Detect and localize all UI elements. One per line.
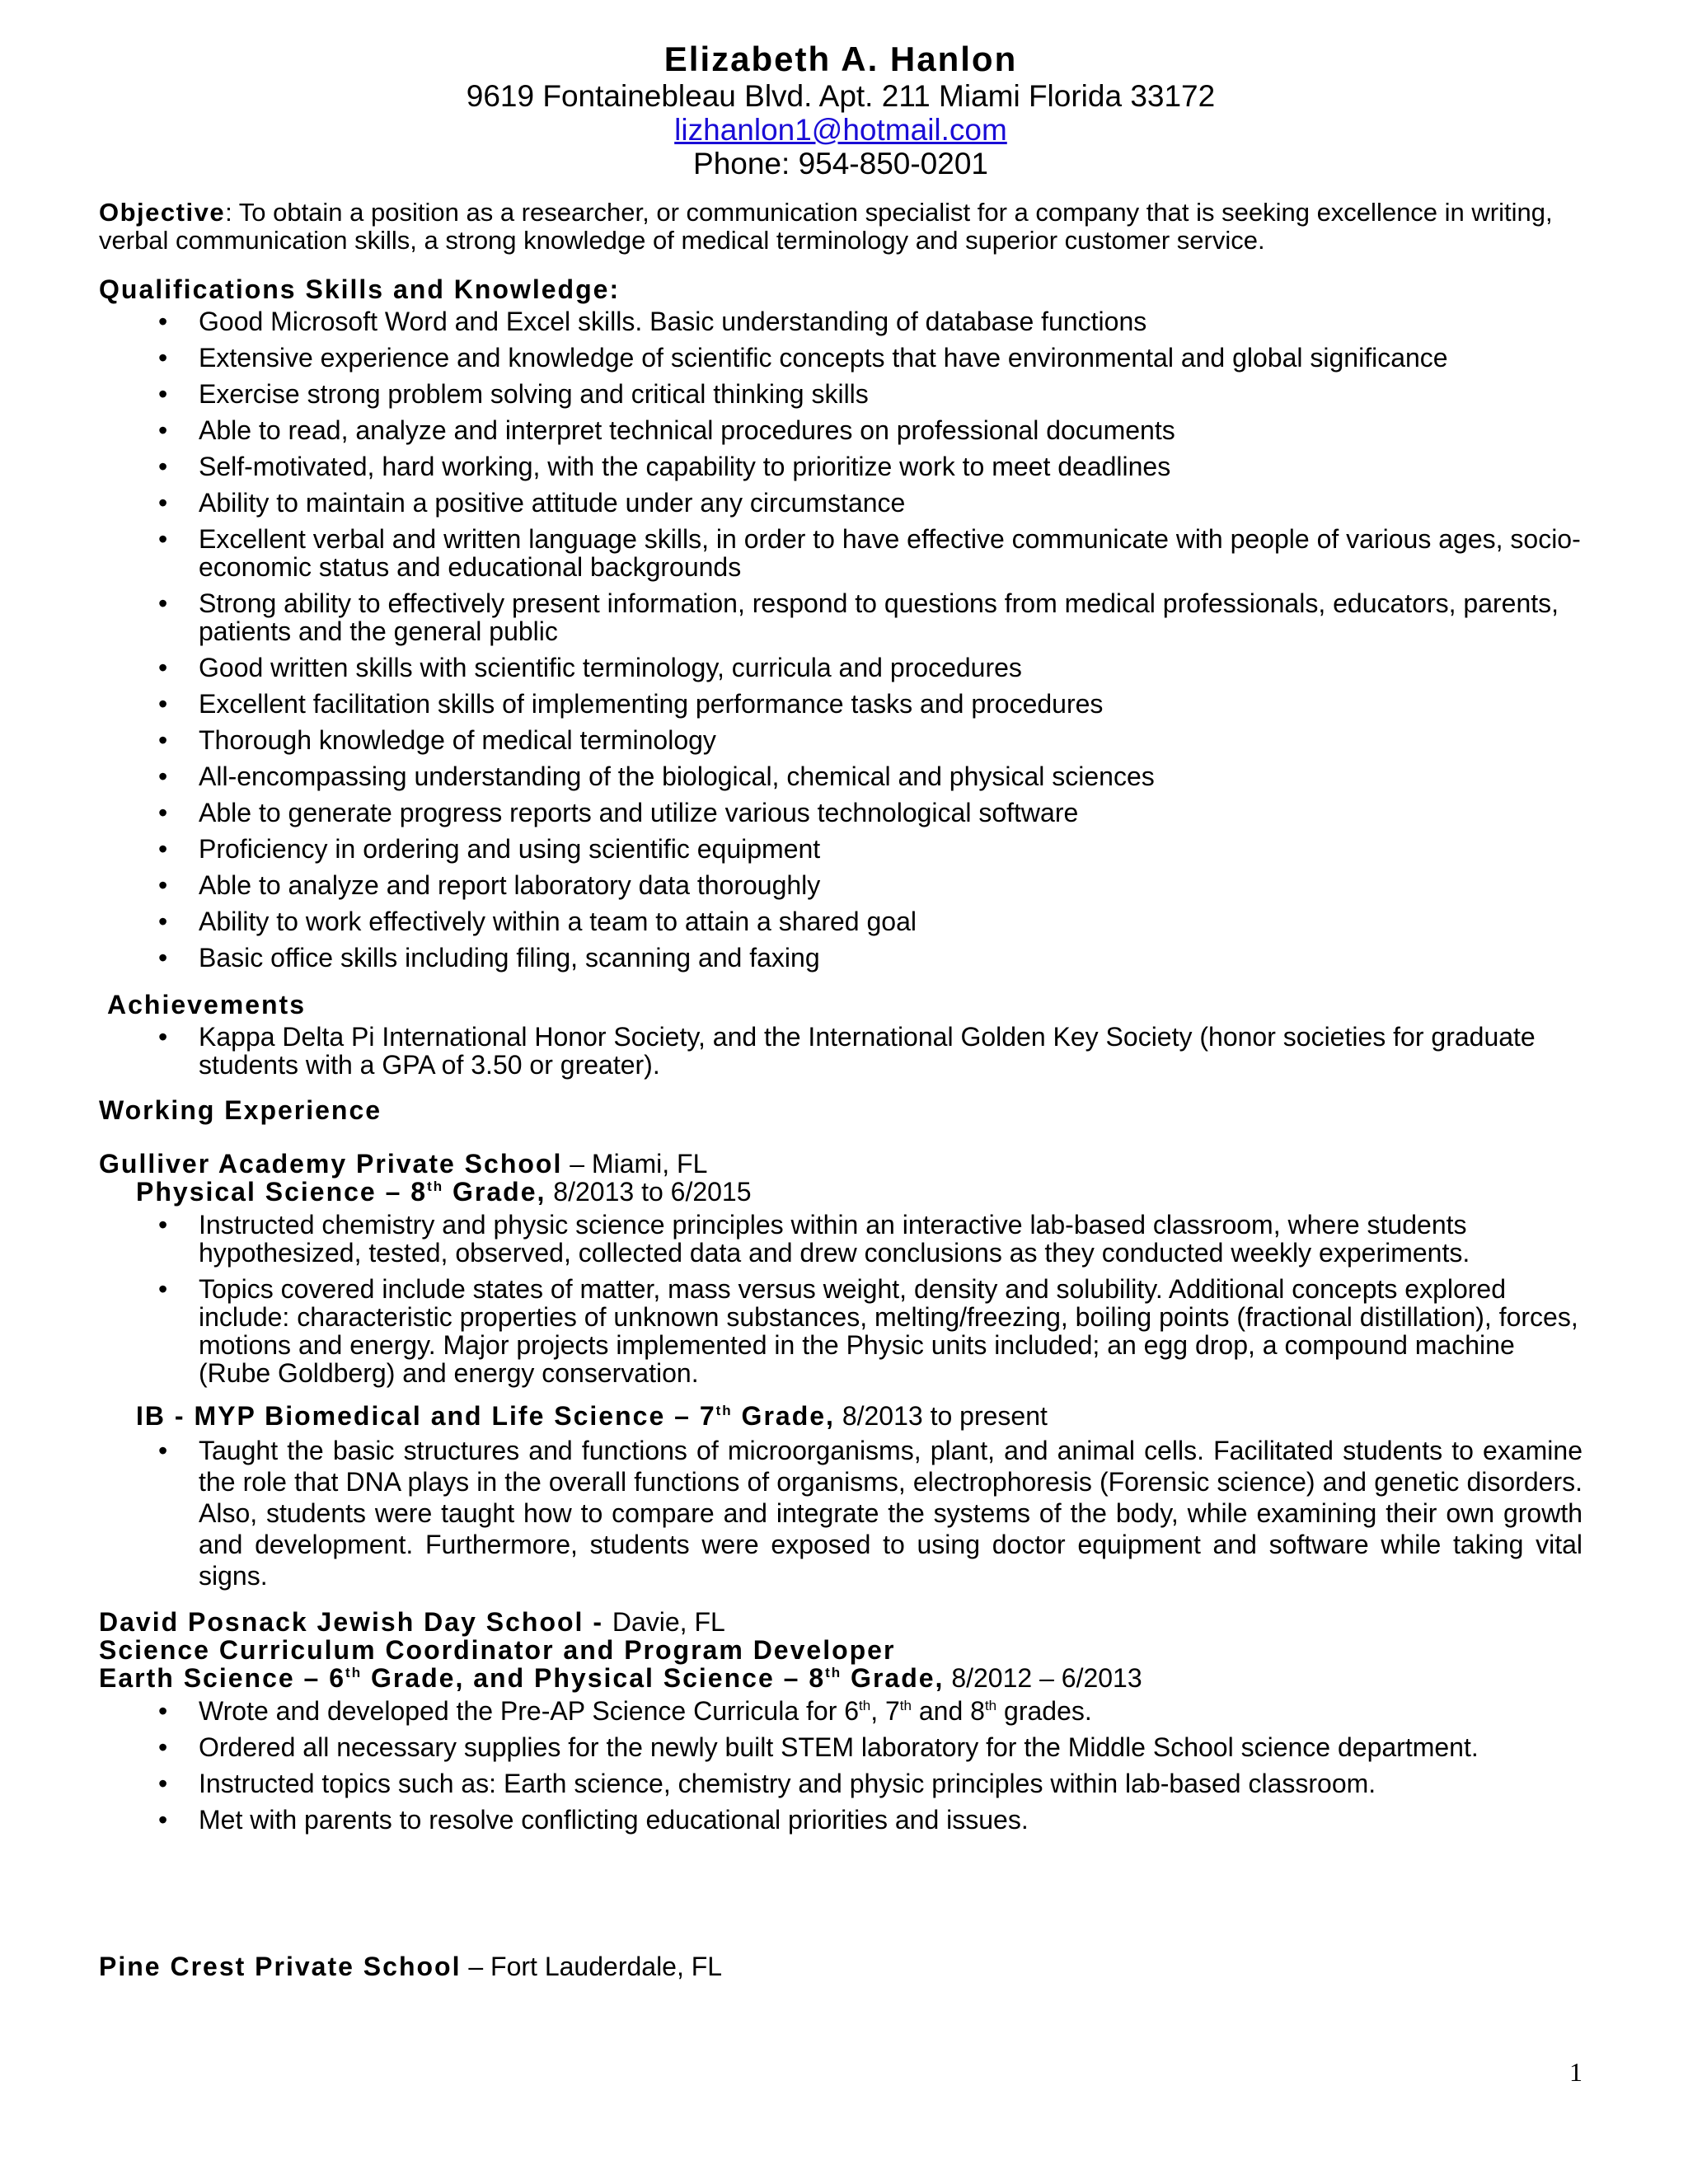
employer-name: David Posnack Jewish Day School - xyxy=(99,1607,612,1637)
posnack-role-title: Science Curriculum Coordinator and Program Developer xyxy=(99,1635,896,1665)
list-item: • Extensive experience and knowledge of scientific concepts that have environmental and global significance xyxy=(99,344,1582,372)
qualifications-heading: Qualifications Skills and Knowledge: xyxy=(99,274,621,304)
resume-header xyxy=(99,40,1582,180)
list-item: • Excellent facilitation skills of implementing performance tasks and procedures xyxy=(99,690,1582,718)
role2-duties xyxy=(99,1435,1582,1591)
list-item: • Good written skills with scientific terminology, curricula and procedures xyxy=(99,654,1582,682)
employer-gulliver xyxy=(99,1150,1582,1178)
role-title-physical-science: Physical Science – 8th Grade, 8/2013 to 6/2015 xyxy=(136,1177,752,1207)
phone: Phone: 954-850-0201 xyxy=(693,147,988,180)
qualifications-list xyxy=(99,307,1582,972)
objective-text: : To obtain a position as a researcher, or communication specialist for a company that is seeking excellence in writing, verbal communication skills, a strong knowledge of medical terminology and superior customer service. xyxy=(99,198,1553,255)
role-title-biomedical: IB - MYP Biomedical and Life Science – 7th Grade, 8/2013 to present xyxy=(136,1401,1048,1431)
list-item: • Instructed topics such as: Earth science, chemistry and physic principles within lab-based classroom. xyxy=(99,1769,1582,1797)
list-item: • Able to read, analyze and interpret technical procedures on professional documents xyxy=(99,416,1582,444)
employer-location: – Fort Lauderdale, FL xyxy=(461,1952,723,1981)
list-item: • Strong ability to effectively present information, respond to questions from medical professionals, educators, parents, patients and the general public xyxy=(99,589,1582,645)
achievements-heading: Achievements xyxy=(107,990,306,1019)
role-dates: 8/2013 to 6/2015 xyxy=(546,1177,752,1207)
posnack-duties xyxy=(99,1697,1582,1834)
list-item: • Good Microsoft Word and Excel skills. Basic understanding of database functions xyxy=(99,307,1582,335)
role-dates: 8/2012 – 6/2013 xyxy=(944,1663,1142,1693)
experience-heading: Working Experience xyxy=(99,1095,382,1125)
list-item: • Able to generate progress reports and utilize various technological software xyxy=(99,799,1582,827)
list-item: • Exercise strong problem solving and critical thinking skills xyxy=(99,380,1582,408)
list-item: • Proficiency in ordering and using scientific equipment xyxy=(99,835,1582,863)
employer-location: – Miami, FL xyxy=(562,1149,708,1179)
employer-pinecrest xyxy=(99,1952,1582,1980)
employer-name: Pine Crest Private School xyxy=(99,1952,462,1981)
list-item: • Excellent verbal and written language skills, in order to have effective communicate with people of various ages, socio-economic status and educational backgrounds xyxy=(99,525,1582,581)
list-item: • Ability to maintain a positive attitude under any circumstance xyxy=(99,489,1582,517)
resume-page xyxy=(99,40,1582,1980)
role1-duties xyxy=(99,1211,1582,1387)
posnack-grades: Earth Science – 6th Grade, and Physical Science – 8th Grade, 8/2012 – 6/2013 xyxy=(99,1663,1142,1693)
achievements-list xyxy=(99,1023,1582,1079)
employer-posnack xyxy=(99,1608,1582,1636)
list-item: • Thorough knowledge of medical terminology xyxy=(99,726,1582,754)
address: 9619 Fontainebleau Blvd. Apt. 211 Miami Florida 33172 xyxy=(466,79,1216,113)
page-number: 1 xyxy=(1569,2057,1582,2087)
list-item: • Ordered all necessary supplies for the newly built STEM laboratory for the Middle School science department. xyxy=(99,1733,1582,1761)
list-item: • Instructed chemistry and physic science principles within an interactive lab-based classroom, where students hypothesized, tested, observed, collected data and drew conclusions as they conducted weekly experiments. xyxy=(99,1211,1582,1267)
list-item: • Wrote and developed the Pre-AP Science Curricula for 6th, 7th and 8th grades. xyxy=(99,1697,1582,1725)
list-item: • Taught the basic structures and functions of microorganisms, plant, and animal cells. Facilitated students to examine the role that DNA plays in the overall functions of organisms, electrophoresis (Forensic science) and genetic disorders. Also, students were taught how to compare and integrate the systems of the body, while examining their own growth and development. Furthermore, students were exposed to using doctor equipment and software while taking vital signs. xyxy=(99,1435,1582,1591)
role-dates: 8/2013 to present xyxy=(834,1401,1048,1431)
list-item: • Ability to work effectively within a team to attain a shared goal xyxy=(99,907,1582,935)
list-item: • Self-motivated, hard working, with the capability to prioritize work to meet deadlines xyxy=(99,452,1582,480)
list-item: • Topics covered include states of matter, mass versus weight, density and solubility. Additional concepts explored include: characteristic properties of unknown substances, melting/freezing, boiling points (fractional distillation), forces, motions and energy. Major projects implemented in the Physic units included; an egg drop, a compound machine (Rube Goldberg) and energy conservation. xyxy=(99,1275,1582,1387)
objective-label: Objective xyxy=(99,198,226,227)
email-link[interactable]: lizhanlon1@hotmail.com xyxy=(674,113,1007,147)
objective-section xyxy=(99,199,1582,255)
list-item: • Able to analyze and report laboratory data thoroughly xyxy=(99,871,1582,899)
list-item: • Basic office skills including filing, scanning and faxing xyxy=(99,944,1582,972)
employer-location: Davie, FL xyxy=(612,1607,725,1637)
list-item: • Met with parents to resolve conflicting educational priorities and issues. xyxy=(99,1806,1582,1834)
employer-name: Gulliver Academy Private School xyxy=(99,1149,563,1179)
candidate-name: Elizabeth A. Hanlon xyxy=(663,40,1018,78)
list-item: • Kappa Delta Pi International Honor Society, and the International Golden Key Society (honor societies for graduate students with a GPA of 3.50 or greater). xyxy=(99,1023,1582,1079)
list-item: • All-encompassing understanding of the biological, chemical and physical sciences xyxy=(99,762,1582,790)
